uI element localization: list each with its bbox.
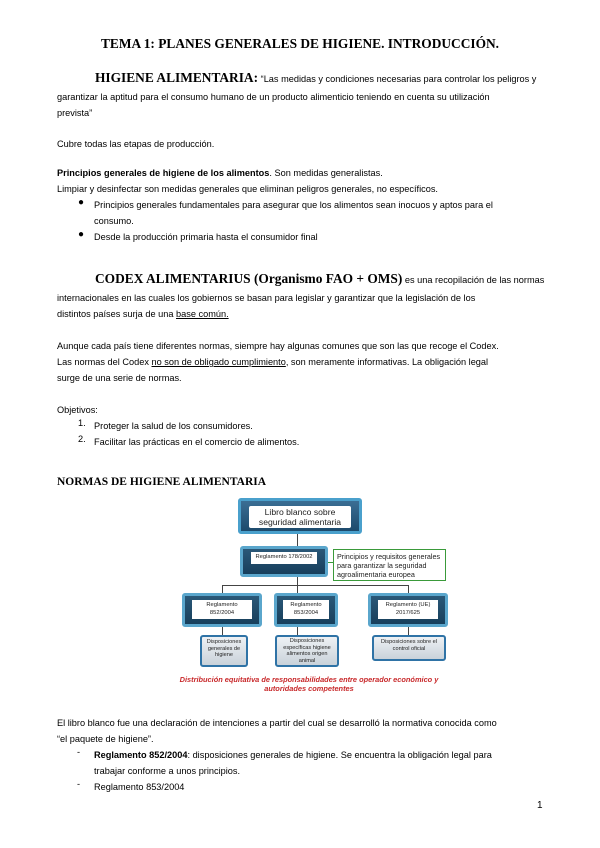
obligado-text: no son de obligado cumplimiento [151,357,286,367]
base-comun-text: base común. [176,309,229,319]
objetivo-num: 1. [78,418,86,428]
bullet-icon: ● [78,229,85,240]
principios-rest: . Son medidas generalistas. [269,168,383,178]
higiene-quote-3: prevista” [57,108,93,118]
libro-blanco-box [238,498,362,534]
reg853-box [274,593,338,627]
reg853-label: Reglamento 853/2004 [283,600,329,619]
item-reg852-bold: Reglamento 852/2004 [94,750,188,760]
connector-line [222,585,223,593]
item-reg852-text: : disposiciones generales de higiene. Se encuentra la obligación legal para [187,750,492,760]
codex-p2-1: Aunque cada país tiene diferentes normas, siempre hay algunas comunes que son las que recoge el Codex. [57,341,499,351]
connector-line [222,585,408,586]
reg625-box [368,593,448,627]
higiene-quote-2: garantizar la aptitud para el consumo humano de un producto alimenticio teniendo en cuenta su utilización [57,92,490,102]
disp2-box: Disposiciones específicas higiene alimentos origen animal [275,635,339,667]
codex-p2-2-pre: Las normas del Codex [57,357,149,367]
libro-blanco-label: Libro blanco sobre seguridad alimentaria [249,506,351,528]
codex-p2-2-post: , son meramente informativas. La obligación legal [285,357,489,367]
page-title: TEMA 1: PLANES GENERALES DE HIGIENE. INTRODUCCIÓN. [100,36,500,51]
item-reg852-cont: trabajar conforme a unos principios. [94,766,241,776]
connector-line [297,534,298,546]
bullet-2: Desde la producción primaria hasta el consumidor final [94,232,318,242]
higiene-heading: HIGIENE ALIMENTARIA: [95,70,259,85]
higiene-line [95,70,536,88]
objetivo-2: Facilitar las prácticas en el comercio de alimentos. [94,437,300,447]
reg852-box [182,593,262,627]
diagram-caption: Distribución equitativa de responsabilidades entre operador económico y autoridades competentes [179,675,439,693]
paquete-text: “el paquete de higiene”. [57,734,154,744]
objetivo-num: 2. [78,434,86,444]
objetivo-1: Proteger la salud de los consumidores. [94,421,253,431]
connector-line [297,627,298,635]
higiene-quote-1: “Las medidas y condiciones necesarias para controlar los peligros y [260,74,537,84]
dash-icon: - [77,747,81,757]
item-reg852 [94,747,492,764]
page-number: 1 [537,800,543,811]
codex-heading: CODEX ALIMENTARIUS (Organismo FAO + OMS) [95,271,403,286]
disp3-box: Disposiciones sobre el control oficial [372,635,446,661]
codex-line-3 [57,306,229,323]
codex-p2-2 [57,354,488,371]
reg178-label: Reglamento 178/2002 [251,552,317,564]
reg178-box [240,546,328,577]
libro-blanco-text: El libro blanco fue una declaración de intenciones a partir del cual se desarrolló la normativa conocida como [57,718,497,728]
connector-line [297,585,298,593]
codex-line [95,271,544,289]
connector-line [408,585,409,593]
codex-line-1: es una recopilación de las normas [404,275,545,285]
reg852-label: Reglamento 852/2004 [192,600,252,619]
bullet-1: Principios generales fundamentales para asegurar que los alimentos sean inocuos y aptos para el [94,200,493,210]
bullet-1-cont: consumo. [94,216,134,226]
cubre-text: Cubre todas las etapas de producción. [57,139,215,149]
limpiar-text: Limpiar y desinfectar son medidas generales que eliminan peligros generales, no específicos. [57,184,438,194]
disp1-box: Disposiciones generales de higiene [200,635,248,667]
bullet-icon: ● [78,197,85,208]
principios-box: Principios y requisitos generales para garantizar la seguridad agroalimentaria europea [333,549,446,581]
normas-heading: NORMAS DE HIGIENE ALIMENTARIA [57,476,267,488]
codex-line-3-text: distintos países surja de una [57,309,174,319]
connector-line [408,627,409,635]
principios-bold: Principios generales de higiene de los alimentos [57,168,270,178]
connector-line [297,577,298,585]
item-reg853: Reglamento 853/2004 [94,782,185,792]
dash-icon: - [77,779,81,789]
reg625-label: Reglamento (UE) 2017/625 [378,600,438,619]
principios-line [57,165,383,182]
codex-line-2: internacionales en las cuales los gobiernos se basan para legislar y garantizar que la legislación de los [57,293,476,303]
objetivos-label: Objetivos: [57,405,98,415]
codex-p2-3: surge de una serie de normas. [57,373,182,383]
connector-line [222,627,223,635]
